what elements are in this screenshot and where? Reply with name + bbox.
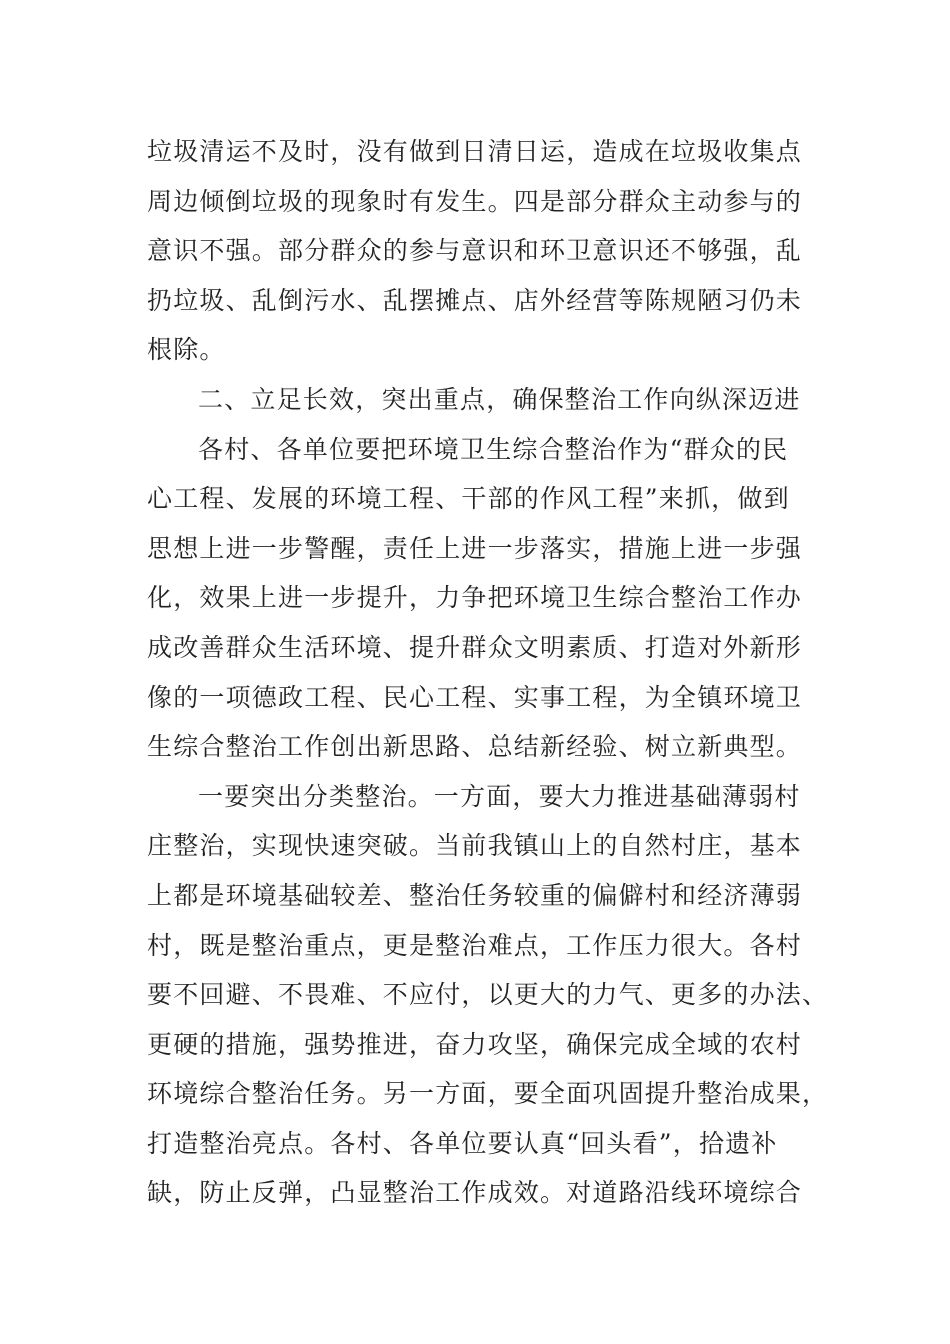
document-body [147, 127, 829, 1218]
text-line: 像的一项德政工程、民心工程、实事工程，为全镇环境卫 [147, 682, 803, 712]
text-line: 二、立足长效，突出重点，确保整治工作向纵深迈进 [198, 384, 801, 414]
text-line: 庄整治，实现快速突破。当前我镇山上的自然村庄，基本 [147, 831, 803, 861]
text-line: 根除。 [147, 335, 226, 365]
text-line: 各村、各单位要把环境卫生综合整治作为“群众的民 [198, 434, 789, 464]
text-line: 生综合整治工作创出新思路、总结新经验、树立新典型。 [147, 732, 803, 762]
text-line: 缺，防止反弹，凸显整治工作成效。对道路沿线环境综合 [147, 1178, 803, 1208]
text-line: 心工程、发展的环境工程、干部的作风工程”来抓，做到 [147, 484, 790, 514]
text-line: 打造整治亮点。各村、各单位要认真“回头看”，拾遗补 [147, 1128, 778, 1158]
text-line: 化，效果上进一步提升，力争把环境卫生综合整治工作办 [147, 583, 803, 613]
text-line: 村，既是整治重点，更是整治难点，工作压力很大。各村 [147, 930, 803, 960]
text-line: 思想上进一步警醒，责任上进一步落实，措施上进一步强 [147, 533, 803, 563]
text-line: 要不回避、不畏难、不应付，以更大的力气、更多的办法、 [147, 980, 829, 1010]
text-line: 上都是环境基础较差、整治任务较重的偏僻村和经济薄弱 [147, 880, 803, 910]
text-line: 环境综合整治任务。另一方面，要全面巩固提升整治成果， [147, 1079, 829, 1109]
text-line: 周边倾倒垃圾的现象时有发生。四是部分群众主动参与的 [147, 186, 803, 216]
text-line: 更硬的措施，强势推进，奋力攻坚，确保完成全域的农村 [147, 1029, 803, 1059]
text-line: 一要突出分类整治。一方面，要大力推进基础薄弱村 [198, 781, 801, 811]
text-line: 成改善群众生活环境、提升群众文明素质、打造对外新形 [147, 632, 803, 662]
text-line: 意识不强。部分群众的参与意识和环卫意识还不够强，乱 [147, 236, 803, 266]
text-line: 扔垃圾、乱倒污水、乱摆摊点、店外经营等陈规陋习仍未 [147, 285, 803, 315]
text-line: 垃圾清运不及时，没有做到日清日运，造成在垃圾收集点 [147, 137, 803, 166]
